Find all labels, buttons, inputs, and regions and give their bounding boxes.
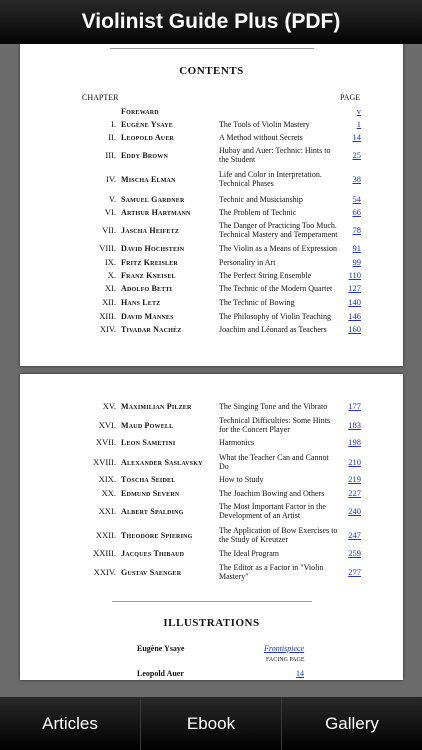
chapter-number: XXIII. xyxy=(93,548,116,558)
page-link[interactable]: 66 xyxy=(352,207,361,217)
chapter-number: II. xyxy=(108,132,116,142)
page-link[interactable]: 198 xyxy=(348,437,361,447)
divider xyxy=(112,601,312,602)
author-name: Edmund Severn xyxy=(121,489,180,498)
chapter-title: The Philosophy of Violin Teaching xyxy=(219,312,331,321)
chapter-number: V. xyxy=(108,194,116,204)
page-link[interactable]: 110 xyxy=(348,270,361,280)
chapter-number: VI. xyxy=(104,207,116,217)
chapter-title: Joachim and Léonard as Teachers xyxy=(219,325,327,334)
author-name: Theodore Spiering xyxy=(121,530,193,540)
page-link[interactable]: 127 xyxy=(348,283,361,293)
chapter-number: XIX. xyxy=(98,474,116,484)
chapter-title: The Singing Tone and the Vibrato xyxy=(219,402,328,411)
tab-bar xyxy=(0,697,422,750)
page-link[interactable]: 160 xyxy=(348,324,361,334)
author-name: Eugène Ysaye xyxy=(121,120,174,129)
page-link[interactable]: 54 xyxy=(352,194,361,204)
chapter-title: The Joachim Bowing and Others xyxy=(219,489,325,498)
illustration-name: Leopold Auer xyxy=(137,669,184,678)
author-name: Alexander Saslavsky xyxy=(121,457,203,467)
pdf-page-1[interactable] xyxy=(20,44,403,366)
page-link[interactable]: 277 xyxy=(348,566,361,577)
chapter-title: The Technic of Bowing xyxy=(219,298,295,307)
page-link[interactable]: 177 xyxy=(348,401,361,411)
page-label: PAGE xyxy=(340,93,361,102)
top-rule xyxy=(110,48,314,49)
chapter-title: How to Study xyxy=(219,475,264,484)
chapter-title: The Violin as a Means of Expression xyxy=(219,244,338,253)
chapter-number: XXI. xyxy=(98,505,116,516)
chapter-number: IX. xyxy=(104,257,116,267)
author-name: Mischa Elman xyxy=(121,174,176,184)
chapter-title: The Tools of Violin Mastery xyxy=(219,120,310,129)
page-link[interactable]: 140 xyxy=(348,297,361,307)
page-link[interactable]: 14 xyxy=(352,132,361,142)
author-name: Franz Kneisel xyxy=(121,271,176,280)
author-name: Toscha Seidel xyxy=(121,475,176,484)
page-link[interactable]: 247 xyxy=(348,529,361,540)
page-link[interactable]: 99 xyxy=(352,257,361,267)
chapter-number: III. xyxy=(105,149,116,160)
frontispiece-link[interactable]: Frontispiece xyxy=(264,644,305,653)
chapter-number: XXIV. xyxy=(93,566,116,577)
chapter-title: The Application of Bow Exercises to the Study of Kreutzer xyxy=(219,526,338,544)
chapter-title: The Ideal Program xyxy=(219,549,279,558)
page-link[interactable]: 38 xyxy=(352,173,361,184)
chapter-number: XXII. xyxy=(95,529,116,540)
chapter-number: XVIII. xyxy=(93,456,116,467)
chapter-number: VIII. xyxy=(99,243,116,253)
author-name: Arthur Hartmann xyxy=(121,208,191,217)
author-name: Jacques Thibaud xyxy=(121,549,185,558)
chapter-number: XV. xyxy=(102,401,116,411)
tab-articles[interactable]: Articles xyxy=(0,697,141,750)
page-link[interactable]: 146 xyxy=(348,311,361,321)
foreward-label: Foreward xyxy=(121,107,159,116)
author-name: Gustav Saenger xyxy=(121,567,182,577)
chapter-title: The Most Important Factor in the Development of an Artist xyxy=(219,502,326,520)
author-name: Eddy Brown xyxy=(121,150,169,160)
chapter-title: Hubay and Auer: Technic: Hints to the Student xyxy=(219,146,331,164)
chapter-title: A Method without Secrets xyxy=(219,133,303,142)
chapter-title: The Danger of Practicing Too Much. Technical Mastery and Temperament xyxy=(219,221,338,239)
page-link[interactable]: 210 xyxy=(348,456,361,467)
chapter-number: XII. xyxy=(102,297,116,307)
page-link[interactable]: 78 xyxy=(352,224,361,235)
author-name: Albert Spalding xyxy=(121,506,184,516)
chapter-number: XI. xyxy=(104,283,116,293)
chapter-title: The Editor as a Factor in "Violin Mastery" xyxy=(219,563,324,581)
chapter-title: Technical Difficulties: Some Hints for the Concert Player xyxy=(219,416,331,434)
author-name: Tivadar Nachéz xyxy=(121,325,182,334)
chapter-title: Life and Color in Interpretation. Technical Phases xyxy=(219,170,322,188)
author-name: Fritz Kreisler xyxy=(121,258,178,267)
chapter-title: Personality in Art xyxy=(219,258,276,267)
page-link[interactable]: 183 xyxy=(348,419,361,430)
chapter-title: Technic and Musicianship xyxy=(219,195,303,204)
author-name: David Hochstein xyxy=(121,244,185,253)
illustration-name: Eugène Ysaye xyxy=(137,644,185,653)
page-link[interactable]: 240 xyxy=(348,505,361,516)
chapter-title: What the Teacher Can and Cannot Do xyxy=(219,453,329,471)
chapter-number: XX. xyxy=(101,488,116,498)
author-name: Adolfo Betti xyxy=(121,284,173,293)
chapter-number: X. xyxy=(107,270,116,280)
chapter-number: XIII. xyxy=(99,311,116,321)
illustrations-heading: ILLUSTRATIONS xyxy=(163,617,260,629)
illustration-page-link[interactable]: 14 xyxy=(296,669,304,678)
author-name: Hans Letz xyxy=(121,298,161,307)
chapter-title: The Technic of the Modern Quartet xyxy=(219,284,333,293)
pdf-page-2[interactable] xyxy=(20,374,403,680)
author-name: David Mannes xyxy=(121,312,174,321)
author-name: Maud Powell xyxy=(121,420,174,430)
chapter-number: XVI. xyxy=(98,419,116,430)
chapter-number: IV. xyxy=(106,173,116,184)
chapter-number: XVII. xyxy=(95,437,116,447)
author-name: Leon Sametini xyxy=(121,438,176,447)
tab-ebook[interactable]: Ebook xyxy=(141,697,282,750)
chapter-number: VII. xyxy=(102,224,116,235)
page-link[interactable]: 219 xyxy=(348,474,361,484)
chapter-label: CHAPTER xyxy=(82,93,119,102)
facing-page-label: FACING PAGE xyxy=(266,657,305,663)
author-name: Maximilian Pilzer xyxy=(121,402,192,411)
author-name: Jascha Heifetz xyxy=(121,225,180,235)
page-link[interactable]: 1 xyxy=(356,119,361,129)
page-link[interactable]: 259 xyxy=(348,548,361,558)
chapter-title: Harmonics xyxy=(219,438,255,447)
foreward-page-link[interactable]: v xyxy=(356,106,361,116)
chapter-title: The Problem of Technic xyxy=(219,208,297,217)
page-link[interactable]: 25 xyxy=(352,149,361,160)
tab-gallery[interactable]: Gallery xyxy=(325,714,379,733)
author-name: Samuel Gardner xyxy=(121,195,185,204)
author-name: Leopold Auer xyxy=(121,133,175,142)
chapter-title: The Perfect String Ensemble xyxy=(219,271,312,280)
page-link[interactable]: 91 xyxy=(352,243,361,253)
page-link[interactable]: 227 xyxy=(348,488,361,498)
chapter-number: XIV. xyxy=(99,324,116,334)
chapter-number: I. xyxy=(111,119,116,129)
app-title: Violinist Guide Plus (PDF) xyxy=(0,0,422,44)
contents-heading: CONTENTS xyxy=(179,65,244,77)
